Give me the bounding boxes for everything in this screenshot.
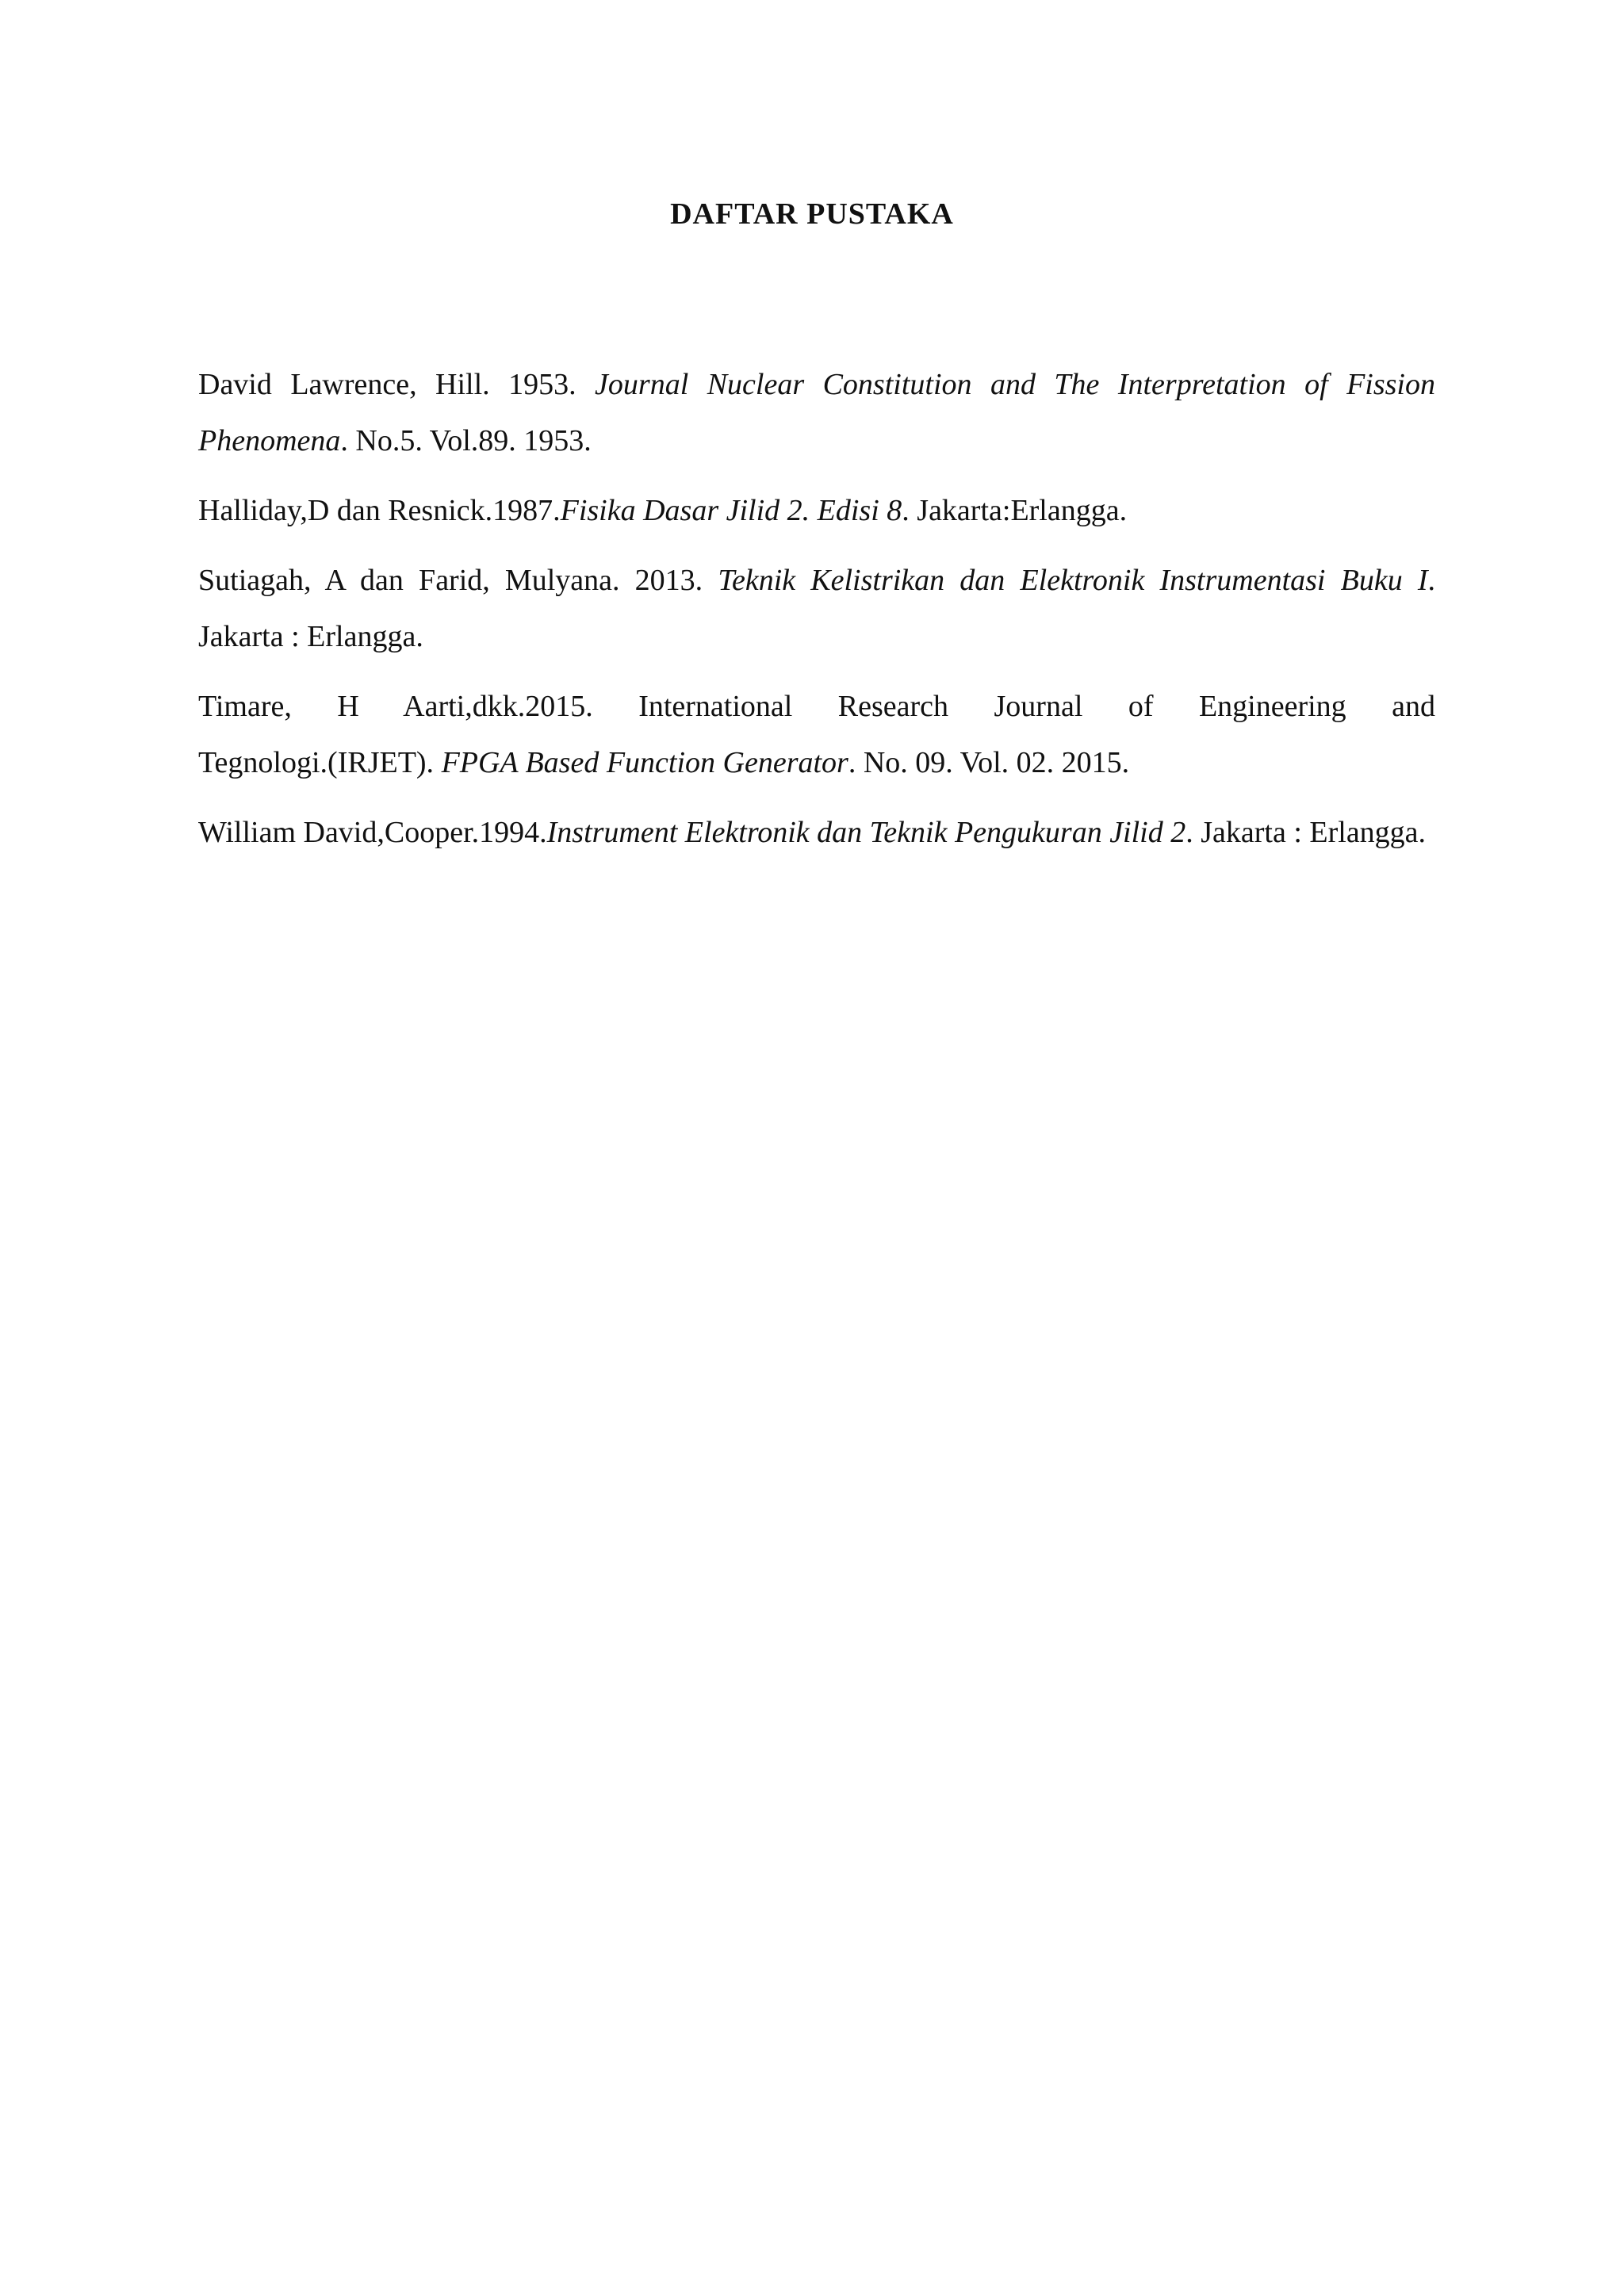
reference-list xyxy=(198,357,1435,861)
reference-first-line: Timare, H Aarti,dkk.2015. International Research Journal of Engineering and xyxy=(198,690,1435,723)
reference-details: . Jakarta : Erlangga. xyxy=(1185,816,1427,849)
reference-author: Sutiagah, A dan Farid, Mulyana. 2013. xyxy=(198,564,718,597)
page-title: DAFTAR PUSTAKA xyxy=(670,197,954,231)
reference-title: Journal Nuclear Constitution and The Interpretation of Fission Phenomena xyxy=(198,368,1435,457)
reference-title: Instrument Elektronik dan Teknik Pengukuran Jilid 2 xyxy=(546,816,1186,849)
reference-author: Halliday,D dan Resnick.1987. xyxy=(198,494,561,527)
reference-item xyxy=(198,357,1435,469)
reference-title: FPGA Based Function Generator xyxy=(441,746,848,779)
reference-details: . Jakarta:Erlangga. xyxy=(902,494,1128,527)
reference-details: . Jakarta : Erlangga. xyxy=(198,564,1436,653)
reference-author: William David,Cooper.1994. xyxy=(198,816,547,849)
reference-title: Teknik Kelistrikan dan Elektronik Instrumentasi Buku I xyxy=(718,564,1428,597)
reference-details: . No. 09. Vol. 02. 2015. xyxy=(848,746,1130,779)
reference-item xyxy=(198,553,1435,665)
reference-item xyxy=(198,679,1435,791)
reference-title: Fisika Dasar Jilid 2. Edisi 8 xyxy=(560,494,902,527)
reference-item xyxy=(198,483,1435,539)
reference-author: David Lawrence, Hill. 1953. xyxy=(198,368,596,401)
reference-details: . No.5. Vol.89. 1953. xyxy=(340,424,592,457)
reference-author: Tegnologi.(IRJET). xyxy=(198,746,442,779)
reference-item xyxy=(198,805,1435,861)
